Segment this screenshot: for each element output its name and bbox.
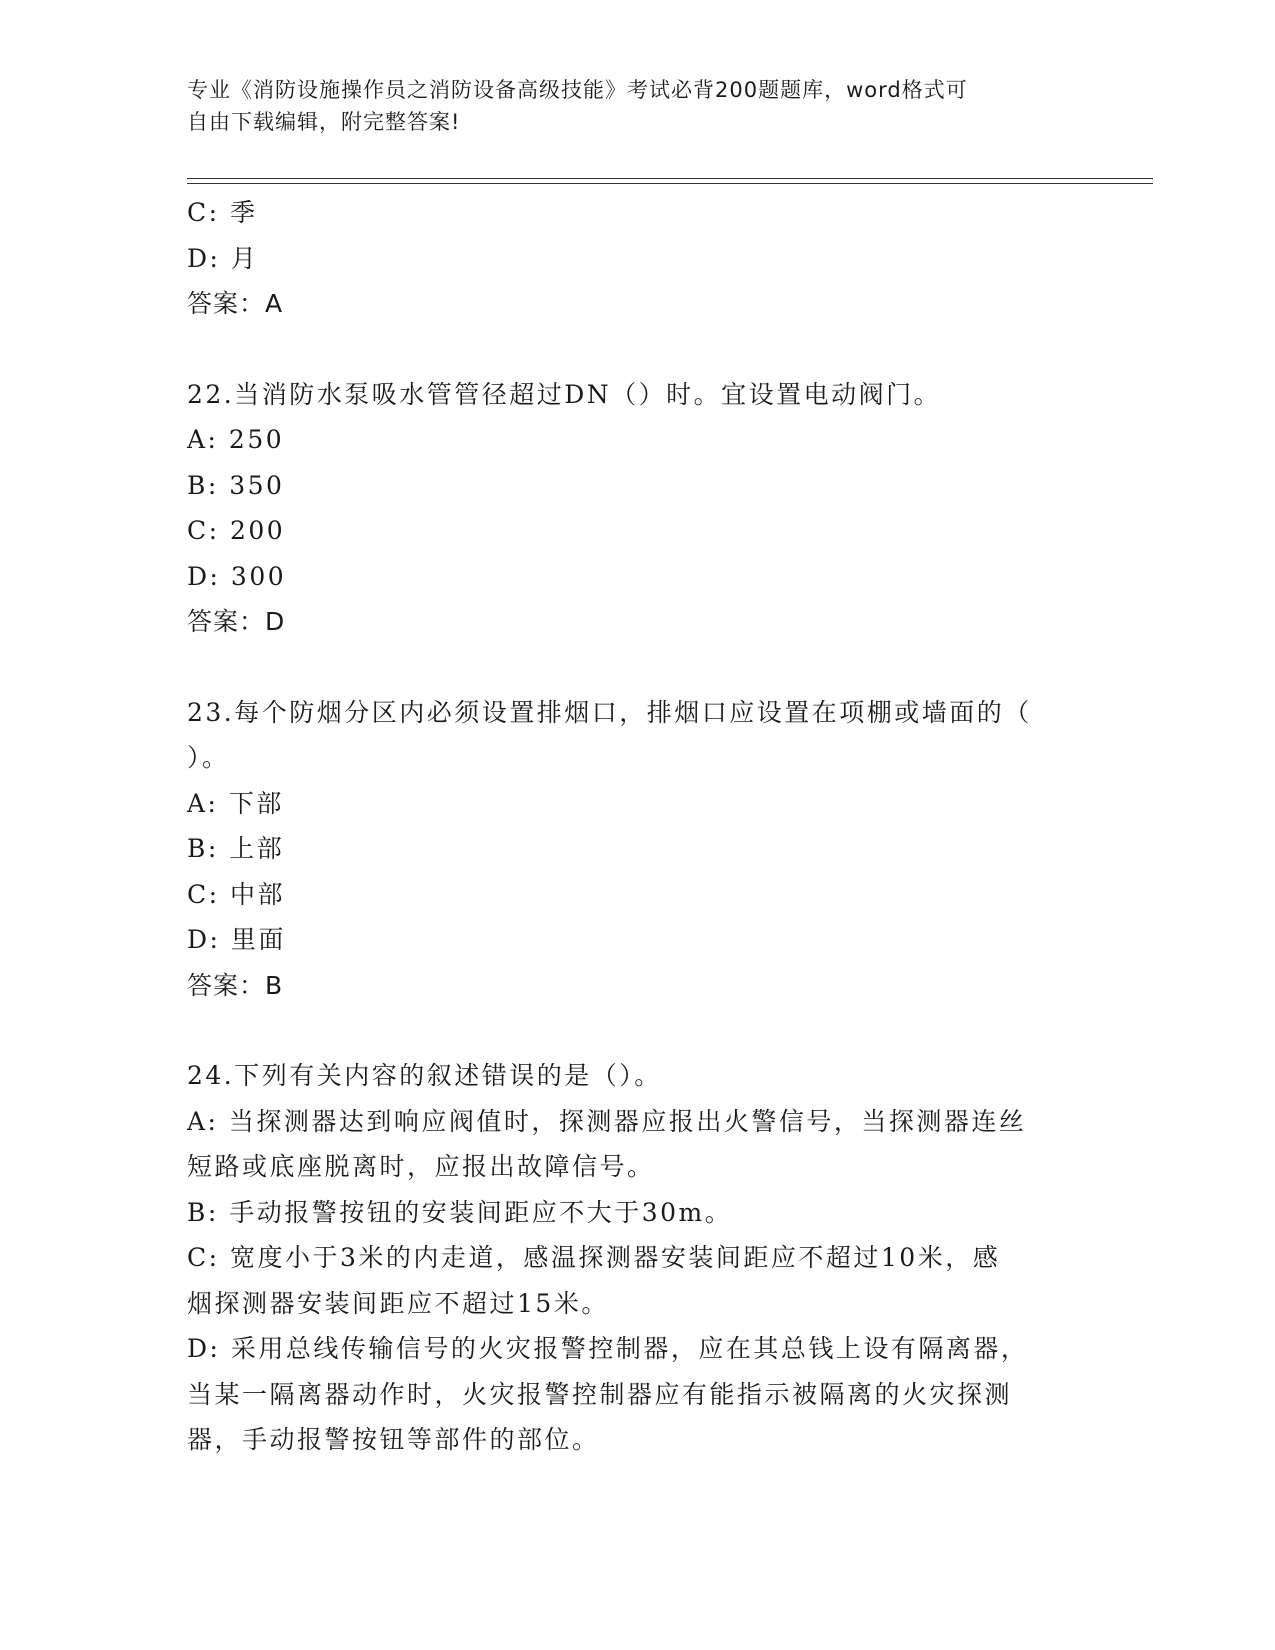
question-text: 22.当消防水泵吸水管管径超过DN（）时。宜设置电动阀门。 <box>187 379 942 409</box>
option-line: 当某一隔离器动作时，火灾报警控制器应有能指示被隔离的火灾探测 <box>187 1379 1013 1409</box>
page-header <box>187 74 1087 138</box>
block-spacer <box>187 645 1087 690</box>
header-title-line-2: 自由下载编辑，附完整答案! <box>187 110 461 134</box>
option-line: C: 中部 <box>187 879 285 909</box>
question-text: 23.每个防烟分区内必须设置排烟口，排烟口应设置在项棚或墙面的（ <box>187 697 1032 727</box>
option-line: B: 手动报警按钮的安装间距应不大于30m。 <box>187 1197 733 1227</box>
question-text: ）。 <box>187 743 230 772</box>
answer-line: 答案：B <box>187 970 284 1000</box>
option-line: A: 当探测器达到响应阀值时，探测器应报出火警信号，当探测器连丝 <box>187 1106 1027 1136</box>
option-line: 烟探测器安装间距应不超过15米。 <box>187 1288 609 1318</box>
option-line: A: 250 <box>187 425 285 454</box>
answer-line: 答案：D <box>187 607 286 636</box>
block-spacer <box>187 1008 1087 1053</box>
option-line: D: 采用总线传输信号的火灾报警控制器，应在其总钱上设有隔离器， <box>187 1334 1029 1363</box>
header-divider-bottom <box>187 183 1153 184</box>
option-line: C: 季 <box>187 198 258 227</box>
header-divider-top <box>187 178 1153 179</box>
option-line: C: 200 <box>187 516 286 545</box>
header-title-line-1: 专业《消防设施操作员之消防设备高级技能》考试必背200题题库，word格式可 <box>187 78 968 102</box>
option-line: A: 下部 <box>187 788 284 818</box>
option-line: D: 300 <box>187 561 287 591</box>
option-line: C: 宽度小于3米的内走道，感温探测器安装间距应不超过10米，感 <box>187 1243 1001 1272</box>
option-line: B: 350 <box>187 470 285 500</box>
option-line: D: 月 <box>187 243 259 273</box>
option-line: 短路或底座脱离时，应报出故障信号。 <box>187 1152 655 1181</box>
option-line: D: 里面 <box>187 925 286 954</box>
answer-line: 答案：A <box>187 289 284 318</box>
question-list <box>187 190 1087 1463</box>
option-line: B: 上部 <box>187 834 285 863</box>
option-line: 器，手动报警按钮等部件的部位。 <box>187 1425 600 1454</box>
block-spacer <box>187 327 1087 372</box>
question-text: 24.下列有关内容的叙述错误的是（）。 <box>187 1061 662 1090</box>
